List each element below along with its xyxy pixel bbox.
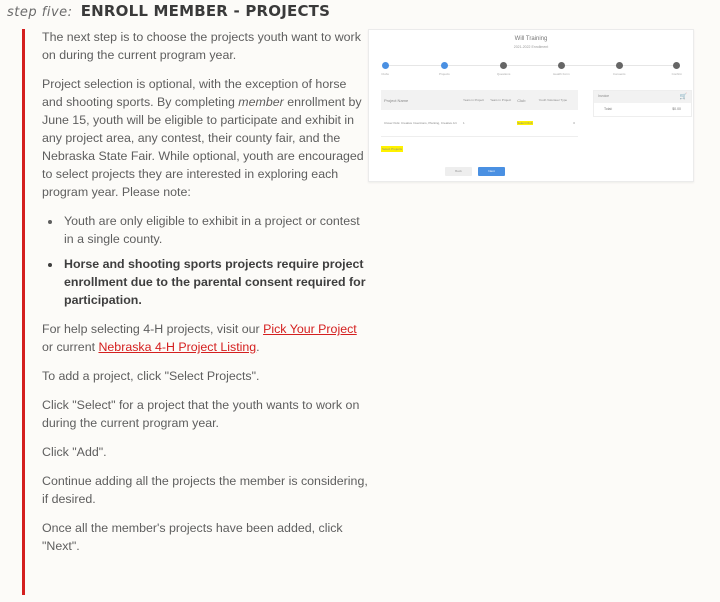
- step-confirm: Confirm: [657, 62, 697, 76]
- click-add-paragraph: Click "Add".: [42, 445, 107, 459]
- invoice-total-row: [594, 103, 691, 115]
- next-button[interactable]: Next: [478, 167, 505, 176]
- step-health-form: Health Form: [541, 62, 581, 76]
- note-single-county: • Youth are only eligible to exhibit in a project or contest in a single county.: [62, 212, 368, 248]
- help-prefix: For help selecting 4-H projects, visit our: [42, 322, 264, 336]
- invoice-panel: [593, 90, 692, 117]
- select-club-link[interactable]: Select Club: [517, 120, 533, 125]
- note-horse-shooting: • Horse and shooting sports projects require project enrollment due to the parental consent required for participation.: [62, 255, 368, 309]
- step-dot-icon: [673, 62, 680, 69]
- add-project-paragraph: To add a project, click "Select Projects".: [42, 369, 260, 383]
- optional-text-1: Project selection is optional, with the exception of horse and shooting sports. By completing: [42, 77, 347, 109]
- step-label: step five:: [7, 5, 73, 20]
- help-paragraph: [42, 320, 368, 356]
- accent-bar: [22, 29, 25, 595]
- col-project-name: Project Name: [381, 90, 460, 110]
- optional-text-2: enrollment by June 15, youth will be eligible to participate and exhibit in any project area, any contest, their county fair, and the Nebraska State Fair. While optional, youth are encouraged to select projects they are interested in exploring each program year. Please note:: [42, 95, 364, 199]
- cell-years: 1: [460, 110, 487, 136]
- step-dot-icon: [558, 62, 565, 69]
- step-dot-icon: [500, 62, 507, 69]
- cell-action[interactable]: 0: [570, 110, 578, 136]
- step-dot-icon: [616, 62, 623, 69]
- col-volunteer-type: Youth Volunteer Type: [536, 90, 571, 110]
- continue-paragraph: Continue adding all the projects the member is considering, if desired.: [42, 474, 368, 506]
- cell-volunteer: [536, 110, 571, 136]
- cart-icon: 🛒: [679, 94, 687, 100]
- projects-table: [381, 90, 578, 137]
- optional-paragraph: [42, 75, 368, 201]
- select-projects-link[interactable]: Select Projects: [382, 147, 403, 151]
- notes-list: [42, 212, 368, 309]
- cell-club[interactable]: [514, 110, 535, 136]
- project-listing-link[interactable]: Nebraska 4-H Project Listing: [98, 340, 257, 354]
- step-questions: Questions: [484, 62, 524, 76]
- step-title: ENROLL MEMBER - PROJECTS: [80, 2, 331, 20]
- step-clubs: Clubs: [365, 62, 405, 76]
- enrollment-screenshot: [368, 29, 694, 182]
- step-dot-icon: [382, 62, 389, 69]
- intro-paragraph: The next step is to choose the projects youth want to work on during the current program year.: [42, 30, 361, 62]
- table-row: [381, 110, 578, 136]
- step-projects: Projects: [424, 62, 464, 76]
- screenshot-subtitle: 2021-2022 Enrollment: [513, 45, 549, 49]
- step-dot-icon: [441, 62, 448, 69]
- col-years-2: Years in Project: [487, 90, 514, 110]
- col-years: Years in Project: [460, 90, 487, 110]
- col-action: [570, 90, 578, 110]
- help-middle: or current: [42, 340, 99, 354]
- step-consents: Consents: [599, 62, 639, 76]
- click-select-paragraph: Click "Select" for a project that the youth wants to work on during the current program year.: [42, 398, 360, 430]
- page-heading: [7, 2, 330, 20]
- col-club: Club: [514, 90, 535, 110]
- invoice-title: Invoice: [598, 94, 610, 98]
- invoice-header: [594, 91, 691, 103]
- pick-your-project-link[interactable]: Pick Your Project: [263, 322, 357, 336]
- screenshot-title: Will Training: [514, 36, 548, 42]
- help-suffix: .: [256, 340, 260, 354]
- instructions: [42, 28, 368, 566]
- once-added-paragraph: Once all the member's projects have been added, click "Next".: [42, 521, 343, 553]
- optional-emphasis: member: [238, 95, 284, 109]
- cell-years-2: [487, 110, 514, 136]
- invoice-total-value: $0.00: [672, 107, 681, 111]
- enrollment-stepper: [379, 62, 683, 80]
- invoice-total-label: Total:: [604, 107, 613, 111]
- back-button[interactable]: Back: [445, 167, 472, 176]
- cell-project-name: Clover Kids: Creative Inventions, Planting, Creative Art: [381, 110, 460, 136]
